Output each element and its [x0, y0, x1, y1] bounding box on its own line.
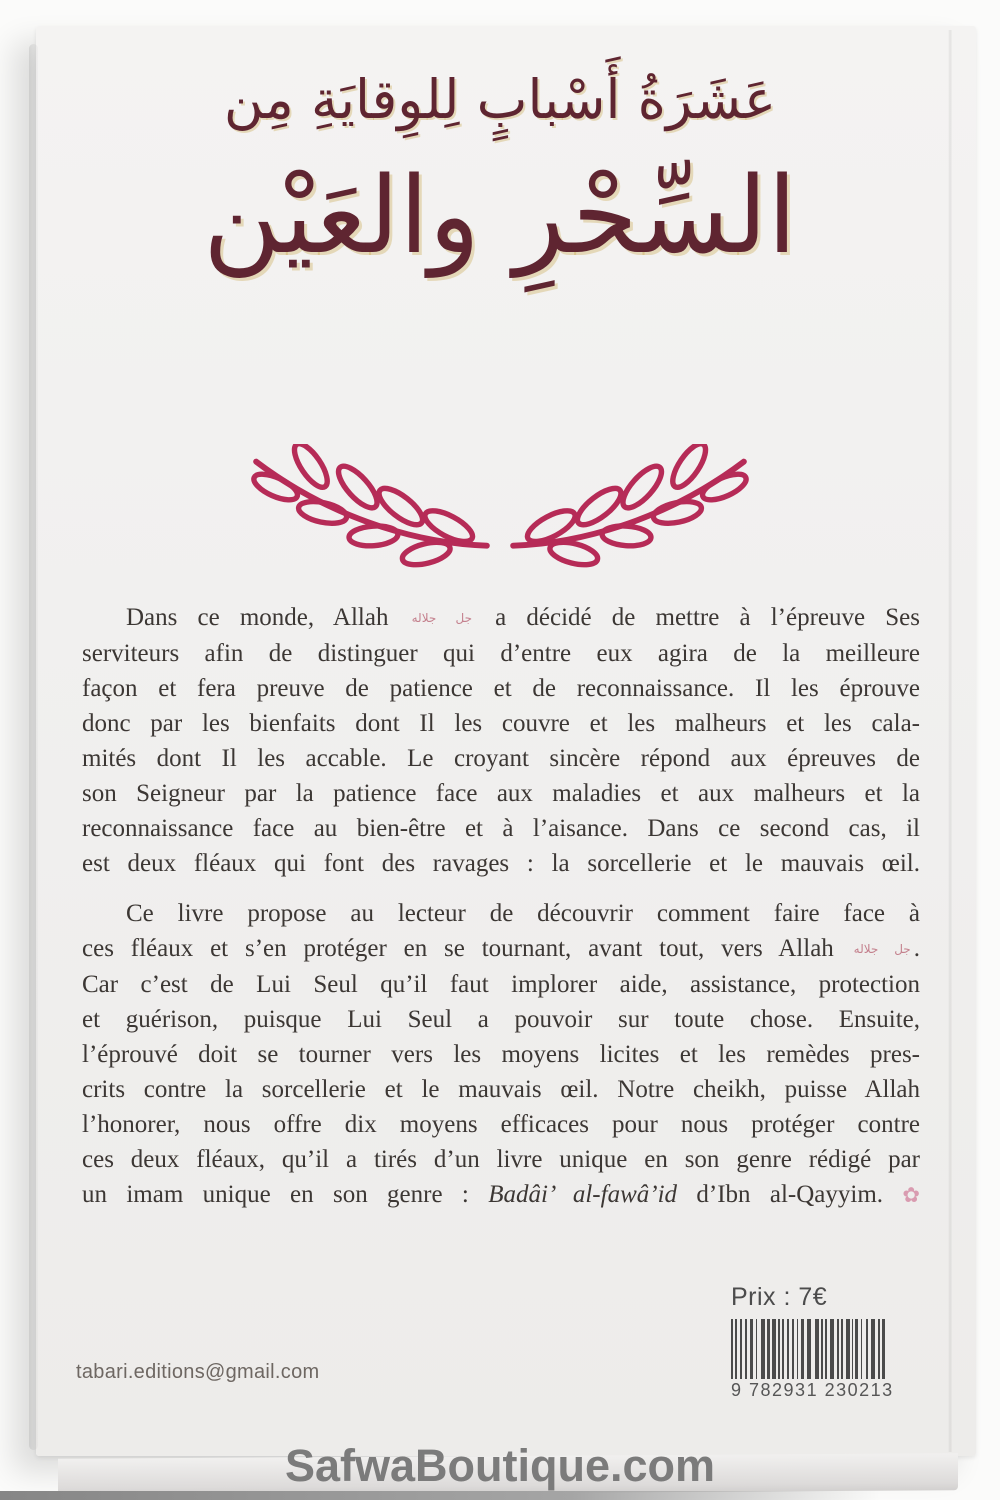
barcode-digits: 9 782931 230213: [731, 1380, 894, 1400]
back-cover-blurb: [82, 600, 920, 1213]
price-and-barcode: [731, 1283, 917, 1401]
shop-watermark: SafwaBoutique.com: [284, 1440, 716, 1491]
blurb-paragraph-1: Dans ce monde, Allah جل جلاله a décidé de mettre à l’épreuve Ses serviteurs afin de distinguer qui d’entre eux agira de la meilleure façon et fera preuve de patience et de reconnaissance. Il les éprouve donc par les bienfaits dont Il les couvre et les malheurs et les cala- mités dont Il les accable. Le croyant sincère répond aux épreuves de son Seigneur par la patience face aux maladies et aux malheurs et la reconnaissance face au bien-être et à l’aisance. Dans ce second cas, il est deux fléaux qui font des ravages : la sorcellerie et le mauvais œil.: [82, 604, 920, 877]
price-label: Prix : 7€: [731, 1283, 828, 1311]
publisher-email: tabari.editions@gmail.com: [76, 1361, 320, 1383]
laurel-ornament: [248, 444, 752, 576]
laurel-branch-right-icon: [507, 444, 752, 576]
blurb-paragraph-2: Ce livre propose au lecteur de découvrir comment faire face à ces fléaux et s’en protéger en se tournant, avant tout, vers Allah جل جلاله . Car c’est de Lui Seul qu’il faut implorer aide, assistance, protection et guérison, puisque Lui Seul a pouvoir sur toute chose. Ensuite, l’éprouvé doit se tourner vers les moyens licites et les remèdes pres- crits contre la sorcellerie et le mauvais œil. Notre cheikh, puisse Allah l’honorer, nous offre dix moyens efficaces pour nous protéger contre ces deux fléaux, qu’il a tirés d’un livre unique en son genre rédigé par un imam unique en son genre : Badâi’ al-fawâ’id d’Ibn al-Qayyim. ✿: [82, 900, 921, 1208]
laurel-branch-left-icon: [248, 444, 493, 576]
barcode-bars: [731, 1319, 917, 1379]
arabic-title-line1: عَشَرَةُ أَسْبابٍ لِلوِقايَةِ مِن: [223, 68, 777, 131]
surface-edge: [0, 1491, 880, 1500]
arabic-title: [0, 58, 1000, 287]
arabic-title-line2: السِّحْرِ والعَيْن: [203, 153, 797, 277]
